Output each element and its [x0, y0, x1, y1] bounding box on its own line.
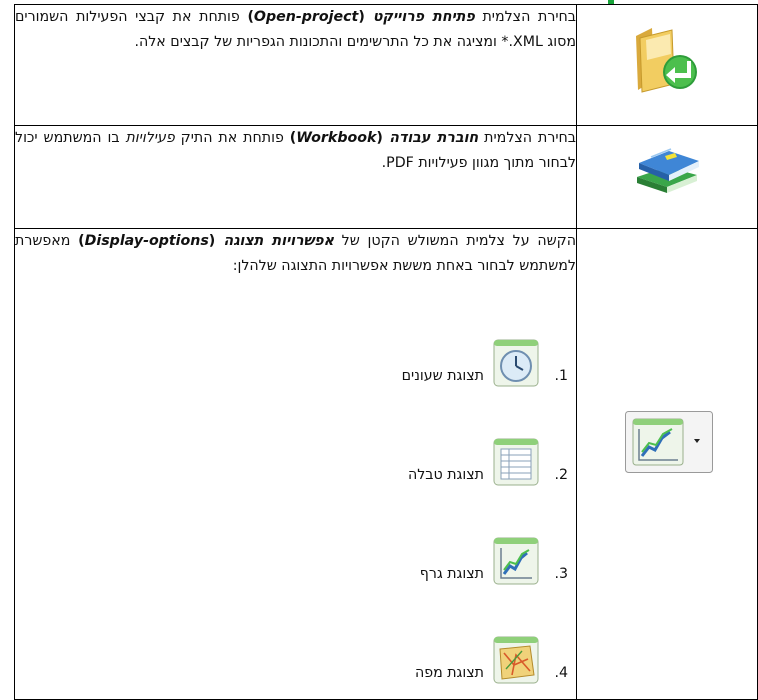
graph-view-icon — [492, 536, 540, 586]
icon-cell — [577, 126, 758, 229]
graph-dropdown-icon[interactable] — [625, 411, 713, 473]
text-run: פותחת את קבצי הפעילות השמורים מסוג XML.* ומציגה את כל התרשימים והתכונות הגפריות של קבצים אלה. — [15, 9, 576, 50]
open-folder-icon — [632, 24, 700, 94]
text-run: ) — [78, 233, 85, 249]
list-item — [415, 635, 568, 685]
option-label: תצוגת שעונים — [401, 367, 484, 384]
option-label: תצוגת טבלה — [407, 466, 484, 483]
icon-cell — [577, 5, 758, 126]
icon-cell — [577, 229, 758, 700]
option-label: תצוגת גרף — [419, 565, 484, 582]
option-number: 1. — [554, 367, 568, 384]
description-paragraph — [15, 5, 576, 54]
row-description — [15, 229, 577, 700]
table-view-icon — [492, 437, 540, 487]
map-view-icon — [492, 635, 540, 685]
text-run: פעילויות — [125, 130, 175, 146]
text-run: בחירת הצלמית — [478, 130, 576, 146]
text-run: Open-project — [253, 9, 359, 25]
row-description — [15, 5, 577, 126]
text-run: חוברת עבודה — [389, 130, 479, 146]
text-run: מאפשרת למשתמש לבחור באחת מששת אפשרויות התצוגה שלהלן: — [15, 233, 576, 274]
clock-view-icon — [492, 338, 540, 388]
text-run: אפשרויות תצוגה — [223, 233, 334, 249]
list-item — [420, 536, 568, 586]
text-run: Display-options — [84, 233, 209, 249]
workbook-icon — [631, 137, 703, 195]
table-row — [15, 229, 758, 700]
text-run: פותחת את התיק — [174, 130, 290, 146]
description-paragraph — [15, 229, 576, 278]
text-run: ) — [247, 9, 254, 25]
table-row — [15, 126, 758, 229]
text-run: בחירת הצלמית — [474, 9, 576, 25]
option-number: 4. — [554, 664, 568, 681]
toolbar-reference-table — [14, 4, 758, 700]
text-run: ( — [358, 9, 373, 25]
text-run: Workbook — [296, 130, 377, 146]
description-paragraph — [15, 126, 576, 175]
text-run: פתיחת פרוייקט — [372, 9, 475, 25]
text-run: ) — [289, 130, 297, 146]
option-number: 2. — [554, 466, 568, 483]
text-run: ( — [376, 130, 390, 146]
list-item — [408, 437, 568, 487]
text-run: ( — [208, 233, 224, 249]
table-row — [15, 5, 758, 126]
list-item — [402, 338, 568, 388]
text-run: בו המשתמש יכול לבחור מתוך מגוון פעילויות PDF. — [15, 130, 576, 171]
row-description — [15, 126, 577, 229]
option-label: תצוגת מפה — [414, 664, 484, 681]
text-run: הקשה על צלמית המשולש הקטן של — [333, 233, 576, 249]
option-number: 3. — [554, 565, 568, 582]
